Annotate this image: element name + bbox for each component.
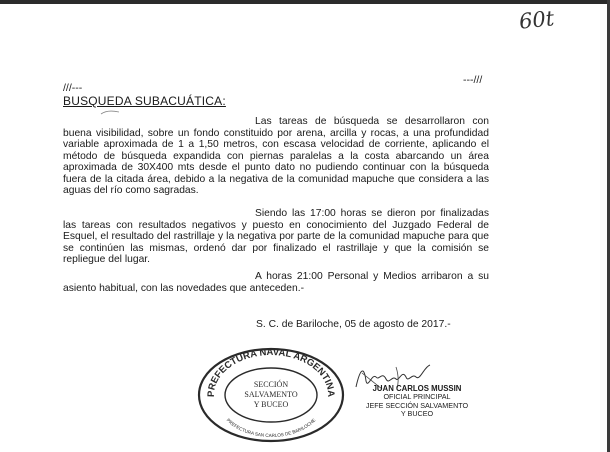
pen-mark-icon [100,108,120,116]
continuation-mark-right: ---/// [463,74,483,86]
signer-name: JUAN CARLOS MUSSIN [372,384,462,393]
section-heading: BUSQUEDA SUBACUÁTICA: [63,94,226,108]
signature-block [352,385,482,418]
signer-role-line2: Y BUCEO [400,408,434,418]
paragraph-search-details: Las tareas de búsqueda se desarrollaron con buena visibilidad, sobre un fondo constituido por arena, arcilla y rocas, a una profundidad variable aproximada de 1 a 1,50 metros, con escasa velocidad de corriente, aplicando el método de búsqueda expandida con piernas paralelas a la costa abarcando un área aproximada de 30X400 mts desde el punto dato no pudiendo continuar con la búsqueda fuera de la citada área, debido a la negativa de la comunidad mapuche que considera a las aguas del río como sagradas. [63,116,489,196]
date-line: S. C. de Bariloche, 05 de agosto de 2017.- [256,319,451,330]
svg-text:PREFECTURA SAN CARLOS DE BARIL [226,418,317,438]
stamp-outer-text: PREFECTURA NAVAL ARGENTINA [205,346,337,398]
handwritten-page-number: 60t [517,6,556,34]
stamp-line-3: Y BUCEO [253,400,289,409]
paragraph-results: Siendo las 17:00 horas se dieron por finalizadas las tareas con resultados negativos y puesto en conocimiento del Juzgado Federal de Esquel, el resultado del rastrillaje y la negativa por parte de la comunidad mapuche para que se continúen las mismas, ordenó dar por finalizado el rastrillaje y que la comisión se repliegue del lugar. [63,208,489,265]
signer-rank: OFICIAL PRINCIPAL [383,392,451,402]
official-stamp-seal [196,345,346,443]
paragraph-return: A horas 21:00 Personal y Medios arribaron a su asiento habitual, con las novedades que anteceden.- [63,271,489,294]
stamp-line-2: SALVAMENTO [244,390,298,399]
scan-top-border [0,0,610,4]
stamp-bottom-text: PREFECTURA SAN CARLOS DE BARILOCHE [225,417,317,439]
stamp-line-1: SECCIÓN [253,380,289,389]
continuation-mark-left: ///--- [63,82,83,94]
signer-role-line1: JEFE SECCIÓN SALVAMENTO [365,400,469,410]
